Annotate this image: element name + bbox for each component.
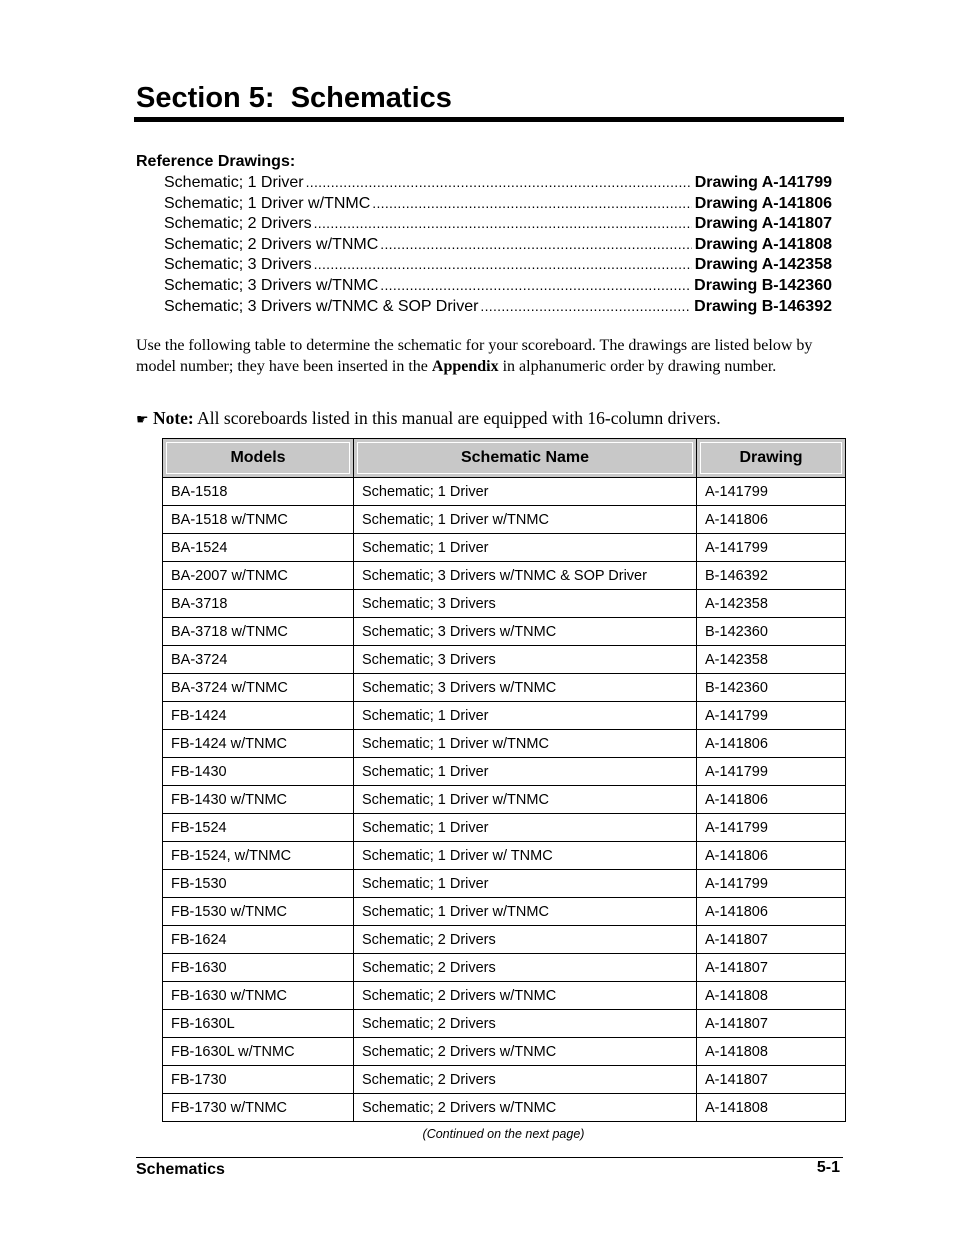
title-underline	[134, 117, 844, 122]
section-title: Section 5: Schematics	[136, 82, 452, 114]
table-row	[163, 870, 846, 898]
model-cell: BA-1518	[163, 478, 354, 506]
model-cell: FB-1630L	[163, 1010, 354, 1038]
model-cell: FB-1524	[163, 814, 354, 842]
schematic-name-cell: Schematic; 3 Drivers w/TNMC	[354, 674, 697, 702]
drawing-cell: A-141806	[697, 898, 846, 926]
schematic-name-cell: Schematic; 3 Drivers w/TNMC	[354, 618, 697, 646]
table-row	[163, 702, 846, 730]
table-body	[163, 478, 846, 1122]
footer-page-number: 5-1	[816, 1159, 840, 1176]
model-cell: FB-1430	[163, 758, 354, 786]
model-cell: FB-1730	[163, 1066, 354, 1094]
model-cell: FB-1430 w/TNMC	[163, 786, 354, 814]
table-row	[163, 954, 846, 982]
dot-leader	[314, 213, 692, 234]
reference-drawing-item	[164, 254, 832, 275]
drawing-cell: A-141808	[697, 1094, 846, 1122]
drawing-cell: A-141807	[697, 926, 846, 954]
drawing-cell: A-141799	[697, 758, 846, 786]
drawing-cell: A-141799	[697, 870, 846, 898]
schematic-name-cell: Schematic; 3 Drivers	[354, 590, 697, 618]
reference-drawing-number: Drawing A-141807	[694, 215, 832, 233]
footer-section-name: Schematics	[136, 1161, 225, 1178]
drawing-cell: A-141807	[697, 954, 846, 982]
schematic-name-cell: Schematic; 1 Driver w/TNMC	[354, 730, 697, 758]
drawing-cell: A-141799	[697, 814, 846, 842]
reference-drawing-name: Schematic; 2 Drivers	[164, 215, 312, 233]
schematic-name-cell: Schematic; 1 Driver	[354, 870, 697, 898]
continued-note: (Continued on the next page)	[422, 1127, 585, 1141]
reference-drawing-number: Drawing A-141806	[694, 194, 832, 212]
schematic-name-cell: Schematic; 1 Driver w/ TNMC	[354, 842, 697, 870]
drawing-cell: A-141807	[697, 1010, 846, 1038]
model-cell: FB-1630	[163, 954, 354, 982]
reference-drawing-number: Drawing A-141799	[694, 174, 832, 191]
drawing-cell: B-142360	[697, 674, 846, 702]
intro-paragraph	[136, 336, 836, 377]
dot-leader	[480, 296, 691, 317]
table-row	[163, 842, 846, 870]
reference-drawings-list	[164, 172, 832, 316]
table-row	[163, 674, 846, 702]
schematic-name-cell: Schematic; 1 Driver w/TNMC	[354, 786, 697, 814]
table-row	[163, 1066, 846, 1094]
model-cell: BA-2007 w/TNMC	[163, 562, 354, 590]
schematic-name-cell: Schematic; 2 Drivers w/TNMC	[354, 1094, 697, 1122]
note-line	[136, 407, 836, 431]
intro-text-after: in alphanumeric order by drawing number.	[498, 357, 777, 375]
drawing-cell: A-141806	[697, 506, 846, 534]
table-row	[163, 758, 846, 786]
model-cell: FB-1424 w/TNMC	[163, 730, 354, 758]
model-cell: BA-1518 w/TNMC	[163, 506, 354, 534]
footer-rule	[136, 1157, 843, 1158]
drawing-cell: A-141799	[697, 478, 846, 506]
reference-drawing-name: Schematic; 3 Drivers w/TNMC	[164, 276, 379, 294]
table-row	[163, 982, 846, 1010]
schematic-name-cell: Schematic; 3 Drivers w/TNMC & SOP Driver	[354, 562, 697, 590]
reference-drawing-name: Schematic; 3 Drivers	[164, 256, 312, 274]
table-row	[163, 478, 846, 506]
table-row	[163, 1010, 846, 1038]
reference-drawing-number: Drawing B-146392	[694, 297, 832, 315]
model-cell: FB-1630 w/TNMC	[163, 982, 354, 1010]
intro-text-before: Use the following table to determine the schematic for your scoreboard. The drawings are listed below by model number; they have been inserted in the	[136, 337, 813, 375]
column-header-models: Models	[163, 439, 354, 478]
reference-drawing-item	[164, 234, 832, 255]
model-cell: FB-1624	[163, 926, 354, 954]
drawing-cell: A-141806	[697, 730, 846, 758]
drawing-cell: A-141806	[697, 842, 846, 870]
model-cell: BA-3724 w/TNMC	[163, 674, 354, 702]
reference-drawing-item	[164, 193, 832, 214]
model-cell: BA-3724	[163, 646, 354, 674]
schematic-name-cell: Schematic; 1 Driver	[354, 758, 697, 786]
model-cell: BA-3718	[163, 590, 354, 618]
reference-drawing-item	[164, 296, 832, 317]
model-cell: FB-1424	[163, 702, 354, 730]
drawing-cell: A-141808	[697, 982, 846, 1010]
table-row	[163, 926, 846, 954]
reference-drawing-name: Schematic; 3 Drivers w/TNMC & SOP Driver	[164, 297, 479, 315]
reference-drawings-heading: Reference Drawings:	[136, 153, 296, 170]
reference-drawing-name: Schematic; 2 Drivers w/TNMC	[164, 235, 379, 253]
dot-leader	[372, 193, 692, 214]
schematic-name-cell: Schematic; 1 Driver	[354, 478, 697, 506]
reference-drawing-number: Drawing A-142358	[694, 256, 832, 274]
model-cell: BA-3718 w/TNMC	[163, 618, 354, 646]
schematic-name-cell: Schematic; 1 Driver	[354, 534, 697, 562]
model-cell: FB-1524, w/TNMC	[163, 842, 354, 870]
reference-drawing-item	[164, 172, 832, 193]
dot-leader	[306, 172, 692, 193]
schematic-name-cell: Schematic; 1 Driver w/TNMC	[354, 506, 697, 534]
schematic-name-cell: Schematic; 2 Drivers w/TNMC	[354, 982, 697, 1010]
pointing-hand-icon: ☛	[136, 412, 149, 428]
column-header-drawing: Drawing	[697, 439, 846, 478]
table-row	[163, 898, 846, 926]
table-row	[163, 1038, 846, 1066]
column-header-schematic-name: Schematic Name	[354, 439, 697, 478]
drawing-cell: A-141806	[697, 786, 846, 814]
drawing-cell: A-142358	[697, 646, 846, 674]
schematic-name-cell: Schematic; 2 Drivers	[354, 926, 697, 954]
model-cell: FB-1530 w/TNMC	[163, 898, 354, 926]
schematic-name-cell: Schematic; 1 Driver	[354, 702, 697, 730]
model-cell: FB-1630L w/TNMC	[163, 1038, 354, 1066]
drawing-cell: A-141799	[697, 534, 846, 562]
drawing-cell: A-141808	[697, 1038, 846, 1066]
table-row	[163, 786, 846, 814]
model-cell: FB-1730 w/TNMC	[163, 1094, 354, 1122]
drawing-cell: B-142360	[697, 618, 846, 646]
schematic-name-cell: Schematic; 2 Drivers	[354, 954, 697, 982]
dot-leader	[314, 254, 692, 275]
table-row	[163, 618, 846, 646]
note-text: All scoreboards listed in this manual are equipped with 16-column drivers.	[193, 408, 721, 428]
schematic-name-cell: Schematic; 3 Drivers	[354, 646, 697, 674]
table-row	[163, 1094, 846, 1122]
schematic-name-cell: Schematic; 2 Drivers	[354, 1066, 697, 1094]
reference-drawing-name: Schematic; 1 Driver w/TNMC	[164, 194, 371, 212]
table-row	[163, 646, 846, 674]
intro-appendix-bold: Appendix	[431, 357, 499, 375]
dot-leader	[380, 275, 691, 296]
table-row	[163, 814, 846, 842]
table-row	[163, 562, 846, 590]
table-row	[163, 534, 846, 562]
drawing-cell: A-141799	[697, 702, 846, 730]
table-row	[163, 506, 846, 534]
reference-drawing-name: Schematic; 1 Driver	[164, 174, 304, 191]
drawing-cell: A-141807	[697, 1066, 846, 1094]
model-cell: BA-1524	[163, 534, 354, 562]
schematic-name-cell: Schematic; 1 Driver	[354, 814, 697, 842]
models-table	[162, 438, 846, 1122]
schematic-name-cell: Schematic; 1 Driver w/TNMC	[354, 898, 697, 926]
table-header-row	[163, 439, 846, 478]
reference-drawing-number: Drawing A-141808	[694, 235, 832, 253]
schematic-name-cell: Schematic; 2 Drivers w/TNMC	[354, 1038, 697, 1066]
drawing-cell: A-142358	[697, 590, 846, 618]
schematic-name-cell: Schematic; 2 Drivers	[354, 1010, 697, 1038]
drawing-cell: B-146392	[697, 562, 846, 590]
reference-drawing-number: Drawing B-142360	[694, 276, 832, 294]
table-row	[163, 590, 846, 618]
table-row	[163, 730, 846, 758]
reference-drawing-item	[164, 213, 832, 234]
model-cell: FB-1530	[163, 870, 354, 898]
note-label: Note:	[152, 408, 194, 428]
dot-leader	[380, 234, 692, 255]
reference-drawing-item	[164, 275, 832, 296]
